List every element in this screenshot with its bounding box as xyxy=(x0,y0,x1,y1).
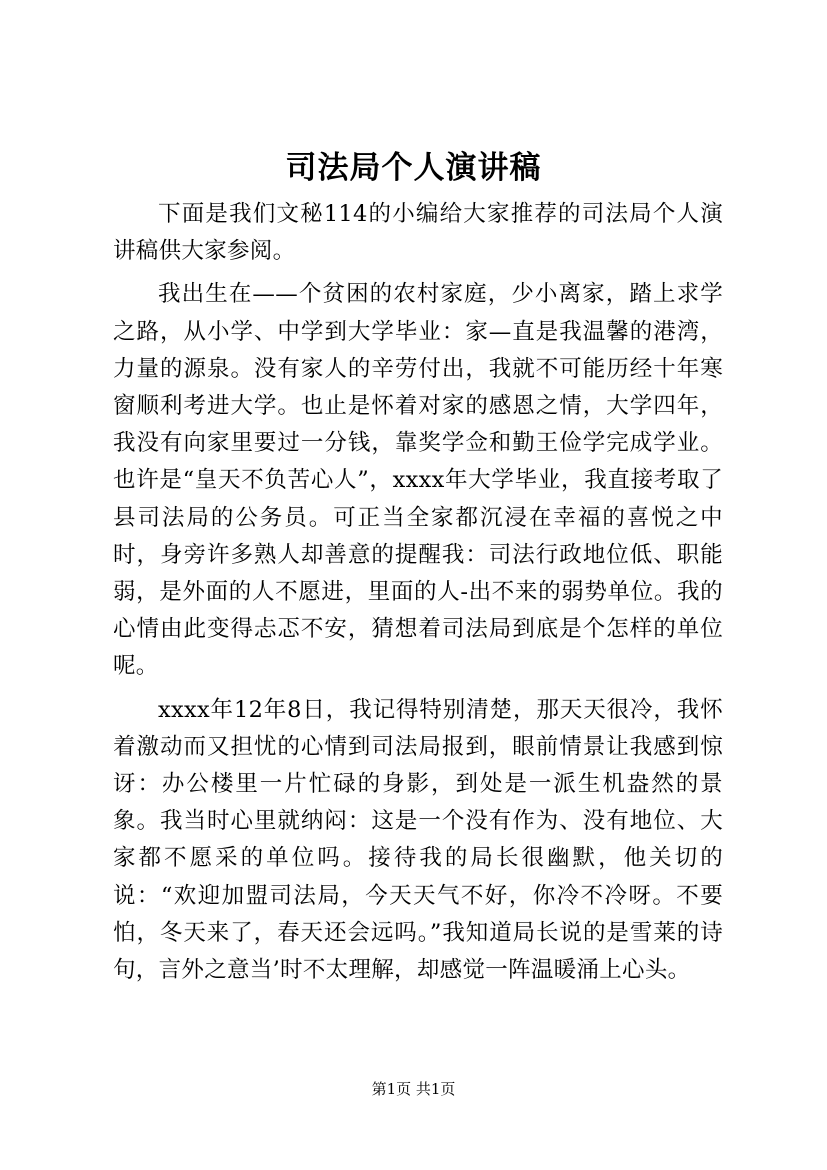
paragraph-intro: 下面是我们文秘114的小编给大家推荐的司法局个人演讲稿供大家参阅。 xyxy=(113,201,723,265)
paragraph-background: 我出生在——个贫困的农村家庭，少小离家，踏上求学之路，从小学、中学到大学毕业：家—直是我温馨的港湾，力量的源泉。没有家人的辛劳付出，我就不可能历经十年寒窗顺利考进大学。也止是怀着对家的感恩之情，大学四年，我没有向家里要过一分钱，靠奖学佥和勤王俭学完成学业。也许是“皇天不负苦心人”，xxxx年大学毕业，我直接考取了县司法局的公务员。可正当全家都沉浸在幸福的喜悦之中时，身旁许多熟人却善意的提醒我：司法行政地位低、职能弱，是外面的人不愿进，里面的人-出不来的弱势单位。我的心情由此变得忐忑不安，猜想着司法局到底是个怎样的单位呢。 xyxy=(113,281,723,680)
page-footer: 第1页 共1页 xyxy=(371,1080,456,1098)
document-title: 司法局个人演讲稿 xyxy=(285,150,542,186)
document-body xyxy=(113,196,723,989)
paragraph-first-day: xxxx年12年8日，我记得特别清楚，那天天很冷，我怀着激动而又担忧的心情到司法局报到，眼前情景让我感到惊讶：办公楼里一片忙碌的身影，到处是一派生机盎然的景象。我当时心里就纳闷：这是一个没有作为、没有地位、大家都不愿采的单位吗。接待我的局长很幽默，他关切的说：“欢迎加盟司法局，今天天气不好，你冷不冷呀。不要怕，冬天来了，春天还会远吗。”我知道局长说的是雪莱的诗句，言外之意当’时不太理解，却感觉一阵温暖涌上心头。 xyxy=(113,696,723,984)
